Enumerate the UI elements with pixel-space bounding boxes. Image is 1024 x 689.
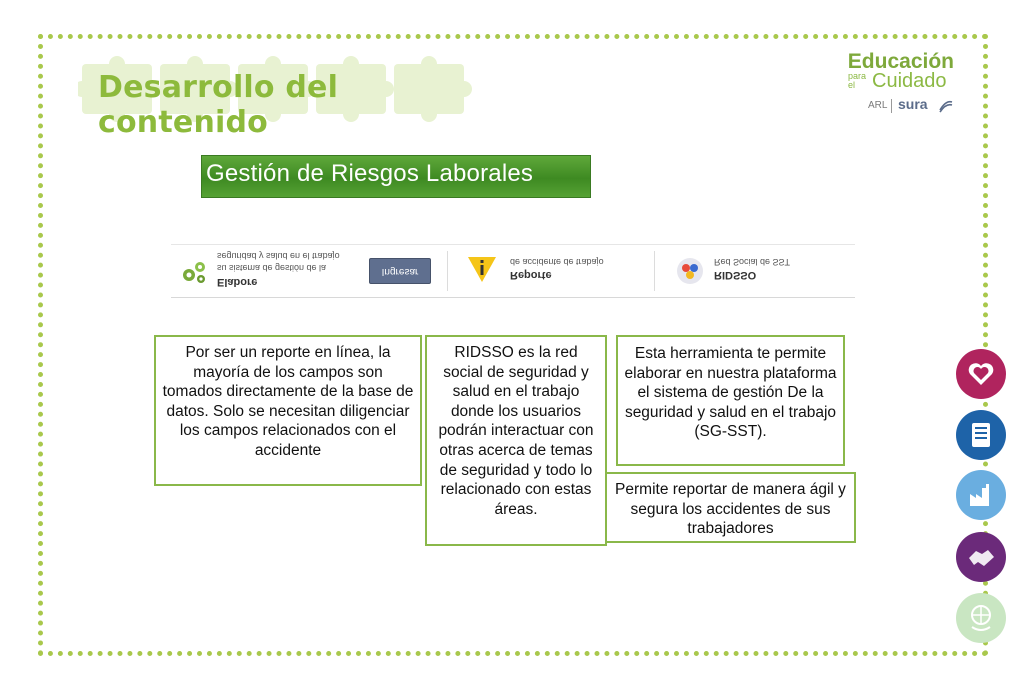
globe-plant-icon[interactable] [956, 593, 1006, 643]
brand-cuidado: Cuidado [872, 70, 947, 92]
strip-divider [447, 251, 448, 291]
ridsso-logo-icon [676, 257, 704, 285]
notebook-icon[interactable] [956, 410, 1006, 460]
brand-separator [891, 99, 892, 113]
ridsso-line1: Red Social de SST [714, 257, 791, 267]
textbox-ridsso: RIDSSO es la red social de seguridad y salud en el trabajo donde los usuarios podrán interactuar con otras acerca de temas de seguridad y todo lo relacionado con estas áreas. [425, 335, 607, 546]
strip-reporte[interactable] [456, 245, 651, 297]
ingresar-button[interactable]: Ingresar [369, 258, 431, 284]
textbox-permite-reportar: Permite reportar de manera ágil y segura los accidentes de sus trabajadores [605, 472, 856, 543]
factory-icon[interactable] [956, 470, 1006, 520]
brand-para: para el [848, 71, 867, 90]
gears-icon [179, 257, 209, 287]
title-area [78, 56, 496, 140]
brand-sura: sura [898, 96, 928, 112]
services-strip [171, 244, 855, 298]
ridsso-title: RIDSSO [714, 269, 757, 281]
strip-ridsso[interactable] [666, 245, 851, 297]
handshake-icon[interactable] [956, 532, 1006, 582]
sura-wave-icon [938, 98, 954, 114]
brand-arl: ARL [868, 100, 888, 111]
reporte-line1: de accidente de trabajo [510, 257, 604, 267]
elabore-title: Elabore [217, 276, 258, 288]
elabore-line1: su sistema de gestión de la [217, 263, 327, 273]
warning-icon [466, 254, 498, 284]
strip-elabore[interactable] [171, 245, 446, 297]
page-title: Desarrollo del contenido [98, 70, 339, 140]
gestion-banner [201, 155, 591, 198]
brand-educacion: Educación [847, 50, 954, 73]
textbox-herramienta: Esta herramienta te permite elaborar en nuestra plataforma el sistema de gestión De la seguridad y salud en el trabajo (SG-SST). [616, 335, 845, 466]
heart-icon[interactable] [956, 349, 1006, 399]
elabore-line2: seguridad y salud en el trabajo [217, 251, 340, 261]
banner-text: Gestión de Riesgos Laborales [206, 160, 534, 187]
reporte-title: Reporte [510, 269, 552, 281]
brand-logo [842, 50, 962, 122]
textbox-reporte-linea: Por ser un reporte en línea, la mayoría de los campos son tomados directamente de la base de datos. Solo se necesitan diligenciar los campos relacionados con el accidente [154, 335, 422, 486]
strip-divider [654, 251, 655, 291]
